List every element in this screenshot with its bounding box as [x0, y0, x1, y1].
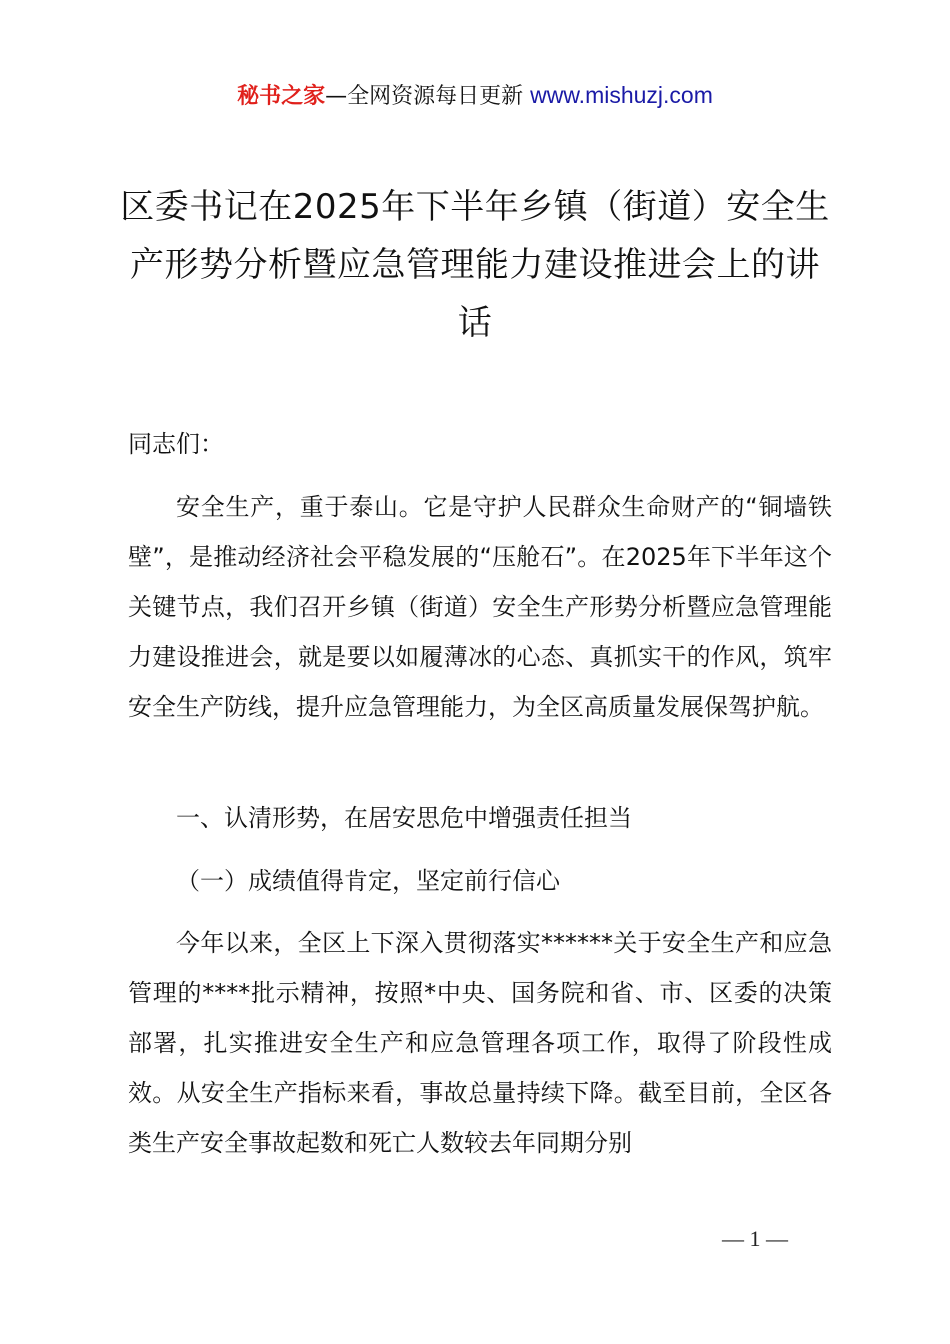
- page-number: — 1 —: [722, 1226, 788, 1251]
- header-banner: [0, 78, 950, 114]
- intro-paragraph-text: 安全生产，重于泰山。它是守护人民群众生命财产的“铜墙铁壁”，是推动经济社会平稳发展的“压舱石”。在2025年下半年这个关键节点，我们召开乡镇（街道）安全生产形势分析暨应急管理能力建设推进会，就是要以如履薄冰的心态、真抓实干的作风，筑牢安全生产防线，提升应急管理能力，为全区高质量发展保驾护航。: [128, 493, 832, 721]
- document-title: 区委书记在2025年下半年乡镇（街道）安全生产形势分析暨应急管理能力建设推进会上的讲话: [120, 187, 830, 343]
- salutation: [128, 419, 832, 469]
- body-paragraph: [128, 918, 832, 1168]
- section-heading: 一、认清形势，在居安思危中增强责任担当: [176, 804, 632, 832]
- header-tagline: —全网资源每日更新: [325, 84, 524, 109]
- intro-paragraph: [128, 482, 832, 732]
- brand-name: 秘书之家: [237, 84, 326, 109]
- body-paragraph-text: 今年以来，全区上下深入贯彻落实******关于安全生产和应急管理的****批示精神，按照*中央、国务院和省、市、区委的决策部署，扎实推进安全生产和应急管理各项工作，取得了阶段性成效。从安全生产指标来看，事故总量持续下降。截至目前，全区各类生产安全事故起数和死亡人数较去年同期分别: [128, 929, 832, 1157]
- site-url-link[interactable]: www.mishuzj.com: [530, 82, 713, 108]
- subsection-heading: （一）成绩值得肯定，坚定前行信心: [176, 867, 560, 895]
- salutation-text: 同志们：: [128, 430, 224, 458]
